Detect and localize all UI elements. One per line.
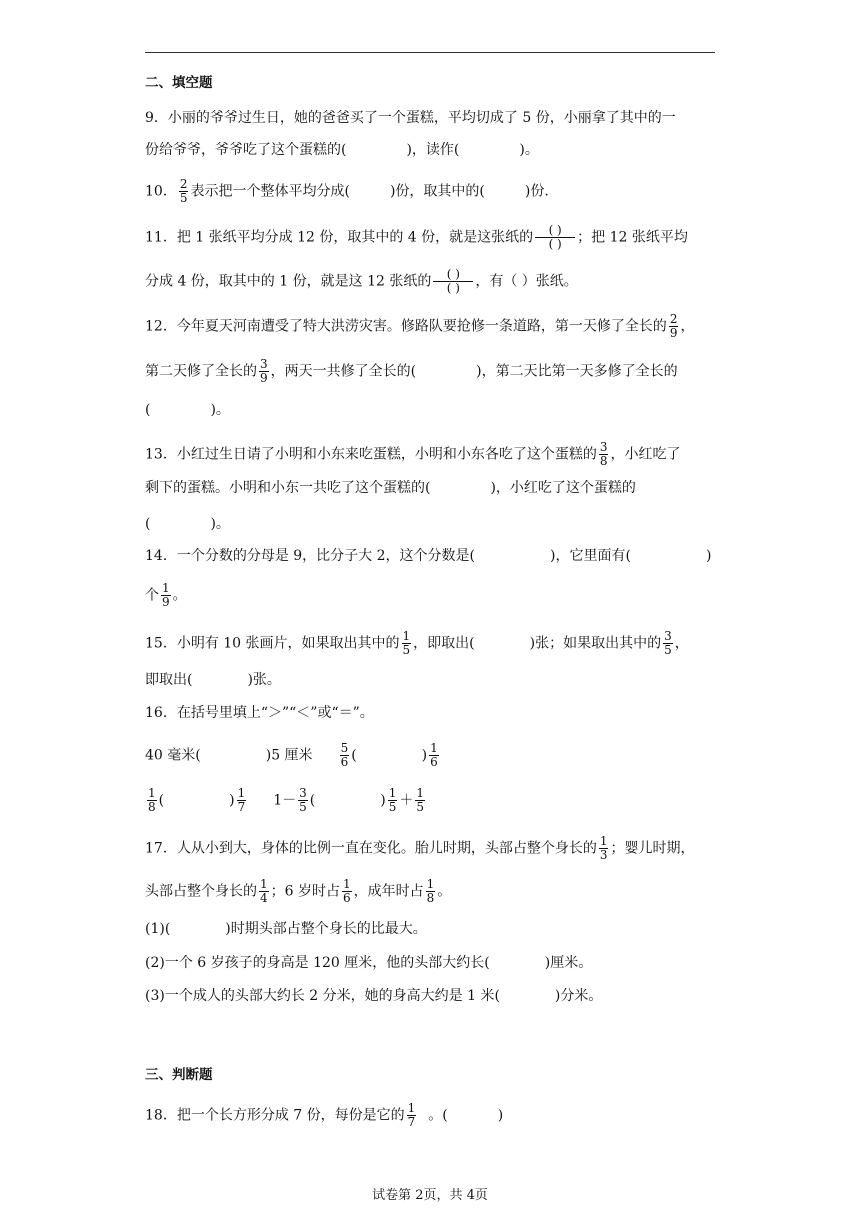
- fraction: $\frac{3}{9}$: [260, 357, 268, 385]
- question-14-line-2: 个 $\frac{1}{9}$ 。: [145, 581, 187, 609]
- fraction: $\frac{1}{6}$: [430, 741, 438, 769]
- section-heading-true-false: 三、判断题: [145, 1067, 213, 1083]
- question-15-line-1: 15．小明有 10 张画片，如果取出其中的 $\frac{1}{5}$ ，即取出( )张；如果取出其中的 $\frac{3}{5}$ ，: [145, 629, 689, 657]
- question-12-line-3: ( )。: [145, 402, 230, 418]
- question-18: 18．把一个长方形分成 7 份，每份是它的 $\frac{1}{7}$ 。( ): [145, 1101, 504, 1129]
- fraction: $\frac{1}{8}$: [148, 786, 156, 814]
- fraction: $\frac{3}{5}$: [299, 786, 307, 814]
- fraction: $\frac{1}{7}$: [407, 1101, 416, 1129]
- fraction: $\frac{1}{5}$: [402, 629, 411, 657]
- fraction: $\frac{5}{6}$: [340, 741, 349, 769]
- question-11-line-2: 分成 4 份，取其中的 1 份，就是这 12 张纸的 $\frac{( )}{( )}$ ，有（ ）张纸。: [145, 267, 578, 295]
- question-9-line-2: 份给爷爷，爷爷吃了这个蛋糕的( )，读作( )。: [145, 142, 539, 158]
- question-16-title: 16．在括号里填上“＞”“＜”或“＝”。: [145, 705, 374, 721]
- fraction: $\frac{2}{9}$: [669, 312, 678, 340]
- fraction: $\frac{3}{5}$: [664, 629, 672, 657]
- page-footer: 试卷第 2页，共 4页: [372, 1188, 488, 1203]
- fraction-blank[interactable]: $\frac{( )}{( )}$: [535, 224, 575, 251]
- question-13-line-1: 13．小红过生日请了小明和小东来吃蛋糕，小明和小东各吃了这个蛋糕的 $\frac{3}{8}$ ，小红吃了: [145, 440, 681, 468]
- header-rule: [145, 52, 715, 53]
- section-heading-fill-blank: 二、填空题: [145, 75, 213, 91]
- question-11-line-1: 11．把 1 张纸平均分成 12 份，取其中的 4 份，就是这张纸的 $\frac{( )}{( )}$ ；把 12 张纸平均: [145, 223, 688, 251]
- fraction: $\frac{3}{8}$: [599, 440, 608, 468]
- question-12-line-2: 第二天修了全长的 $\frac{3}{9}$ ，两天一共修了全长的( )，第二天比第一天多修了全长的: [145, 357, 678, 385]
- question-13-line-3: ( )。: [145, 516, 230, 532]
- question-14-line-1: 14．一个分数的分母是 9，比分子大 2，这个分数是( )，它里面有( ): [145, 548, 712, 564]
- question-17-part-2: (2)一个 6 岁孩子的身高是 120 厘米，他的头部大约长( )厘米。: [145, 955, 593, 971]
- question-16-row-2: $\frac{1}{8}$ ( ) $\frac{1}{7}$ 1－ $\frac{3}{5}$ ( ) $\frac{1}{5}$ ＋ $\frac{1}{5}$: [148, 786, 424, 814]
- question-16-row-1: 40 毫米( )5 厘米 $\frac{5}{6}$ ( ) $\frac{1}{6}$: [145, 741, 438, 769]
- fraction: $\frac{1}{7}$: [237, 786, 246, 814]
- question-13-line-2: 剩下的蛋糕。小明和小东一共吃了这个蛋糕的( )，小红吃了这个蛋糕的: [145, 480, 636, 496]
- fraction: $\frac{2}{5}$: [179, 177, 188, 205]
- fraction: $\frac{1}{4}$: [260, 877, 268, 905]
- fraction: $\frac{1}{5}$: [416, 786, 424, 814]
- question-17-line-1: 17．人从小到大，身体的比例一直在变化。胎儿时期，头部占整个身长的 $\frac{1}{3}$ ；婴儿时期，: [145, 834, 695, 862]
- question-9-line-1: 9．小丽的爷爷过生日，她的爸爸买了一个蛋糕，平均切成了 5 份，小丽拿了其中的一: [145, 110, 676, 126]
- fraction: $\frac{1}{6}$: [343, 877, 351, 905]
- question-15-line-2: 即取出( )张。: [145, 672, 281, 688]
- question-17-line-2: 头部占整个身长的 $\frac{1}{4}$ ；6 岁时占 $\frac{1}{6}$ ，成年时占 $\frac{1}{8}$ 。: [145, 877, 452, 905]
- fraction: $\frac{1}{8}$: [426, 877, 435, 905]
- fraction: $\frac{1}{9}$: [162, 581, 170, 609]
- fraction-blank[interactable]: $\frac{( )}{( )}$: [433, 268, 473, 295]
- question-17-part-1: (1)( )时期头部占整个身长的比最大。: [145, 921, 427, 937]
- question-17-part-3: (3)一个成人的头部大约长 2 分米，她的身高大约是 1 米( )分米。: [145, 988, 603, 1004]
- fraction: $\frac{1}{3}$: [599, 834, 608, 862]
- fraction: $\frac{1}{5}$: [388, 786, 397, 814]
- question-12-line-1: 12．今年夏天河南遭受了特大洪涝灾害。修路队要抢修一条道路，第一天修了全长的 $\frac{2}{9}$ ，: [145, 312, 695, 340]
- question-10: 10． $\frac{2}{5}$ 表示把一个整体平均分成( )份，取其中的( )份.: [145, 177, 549, 205]
